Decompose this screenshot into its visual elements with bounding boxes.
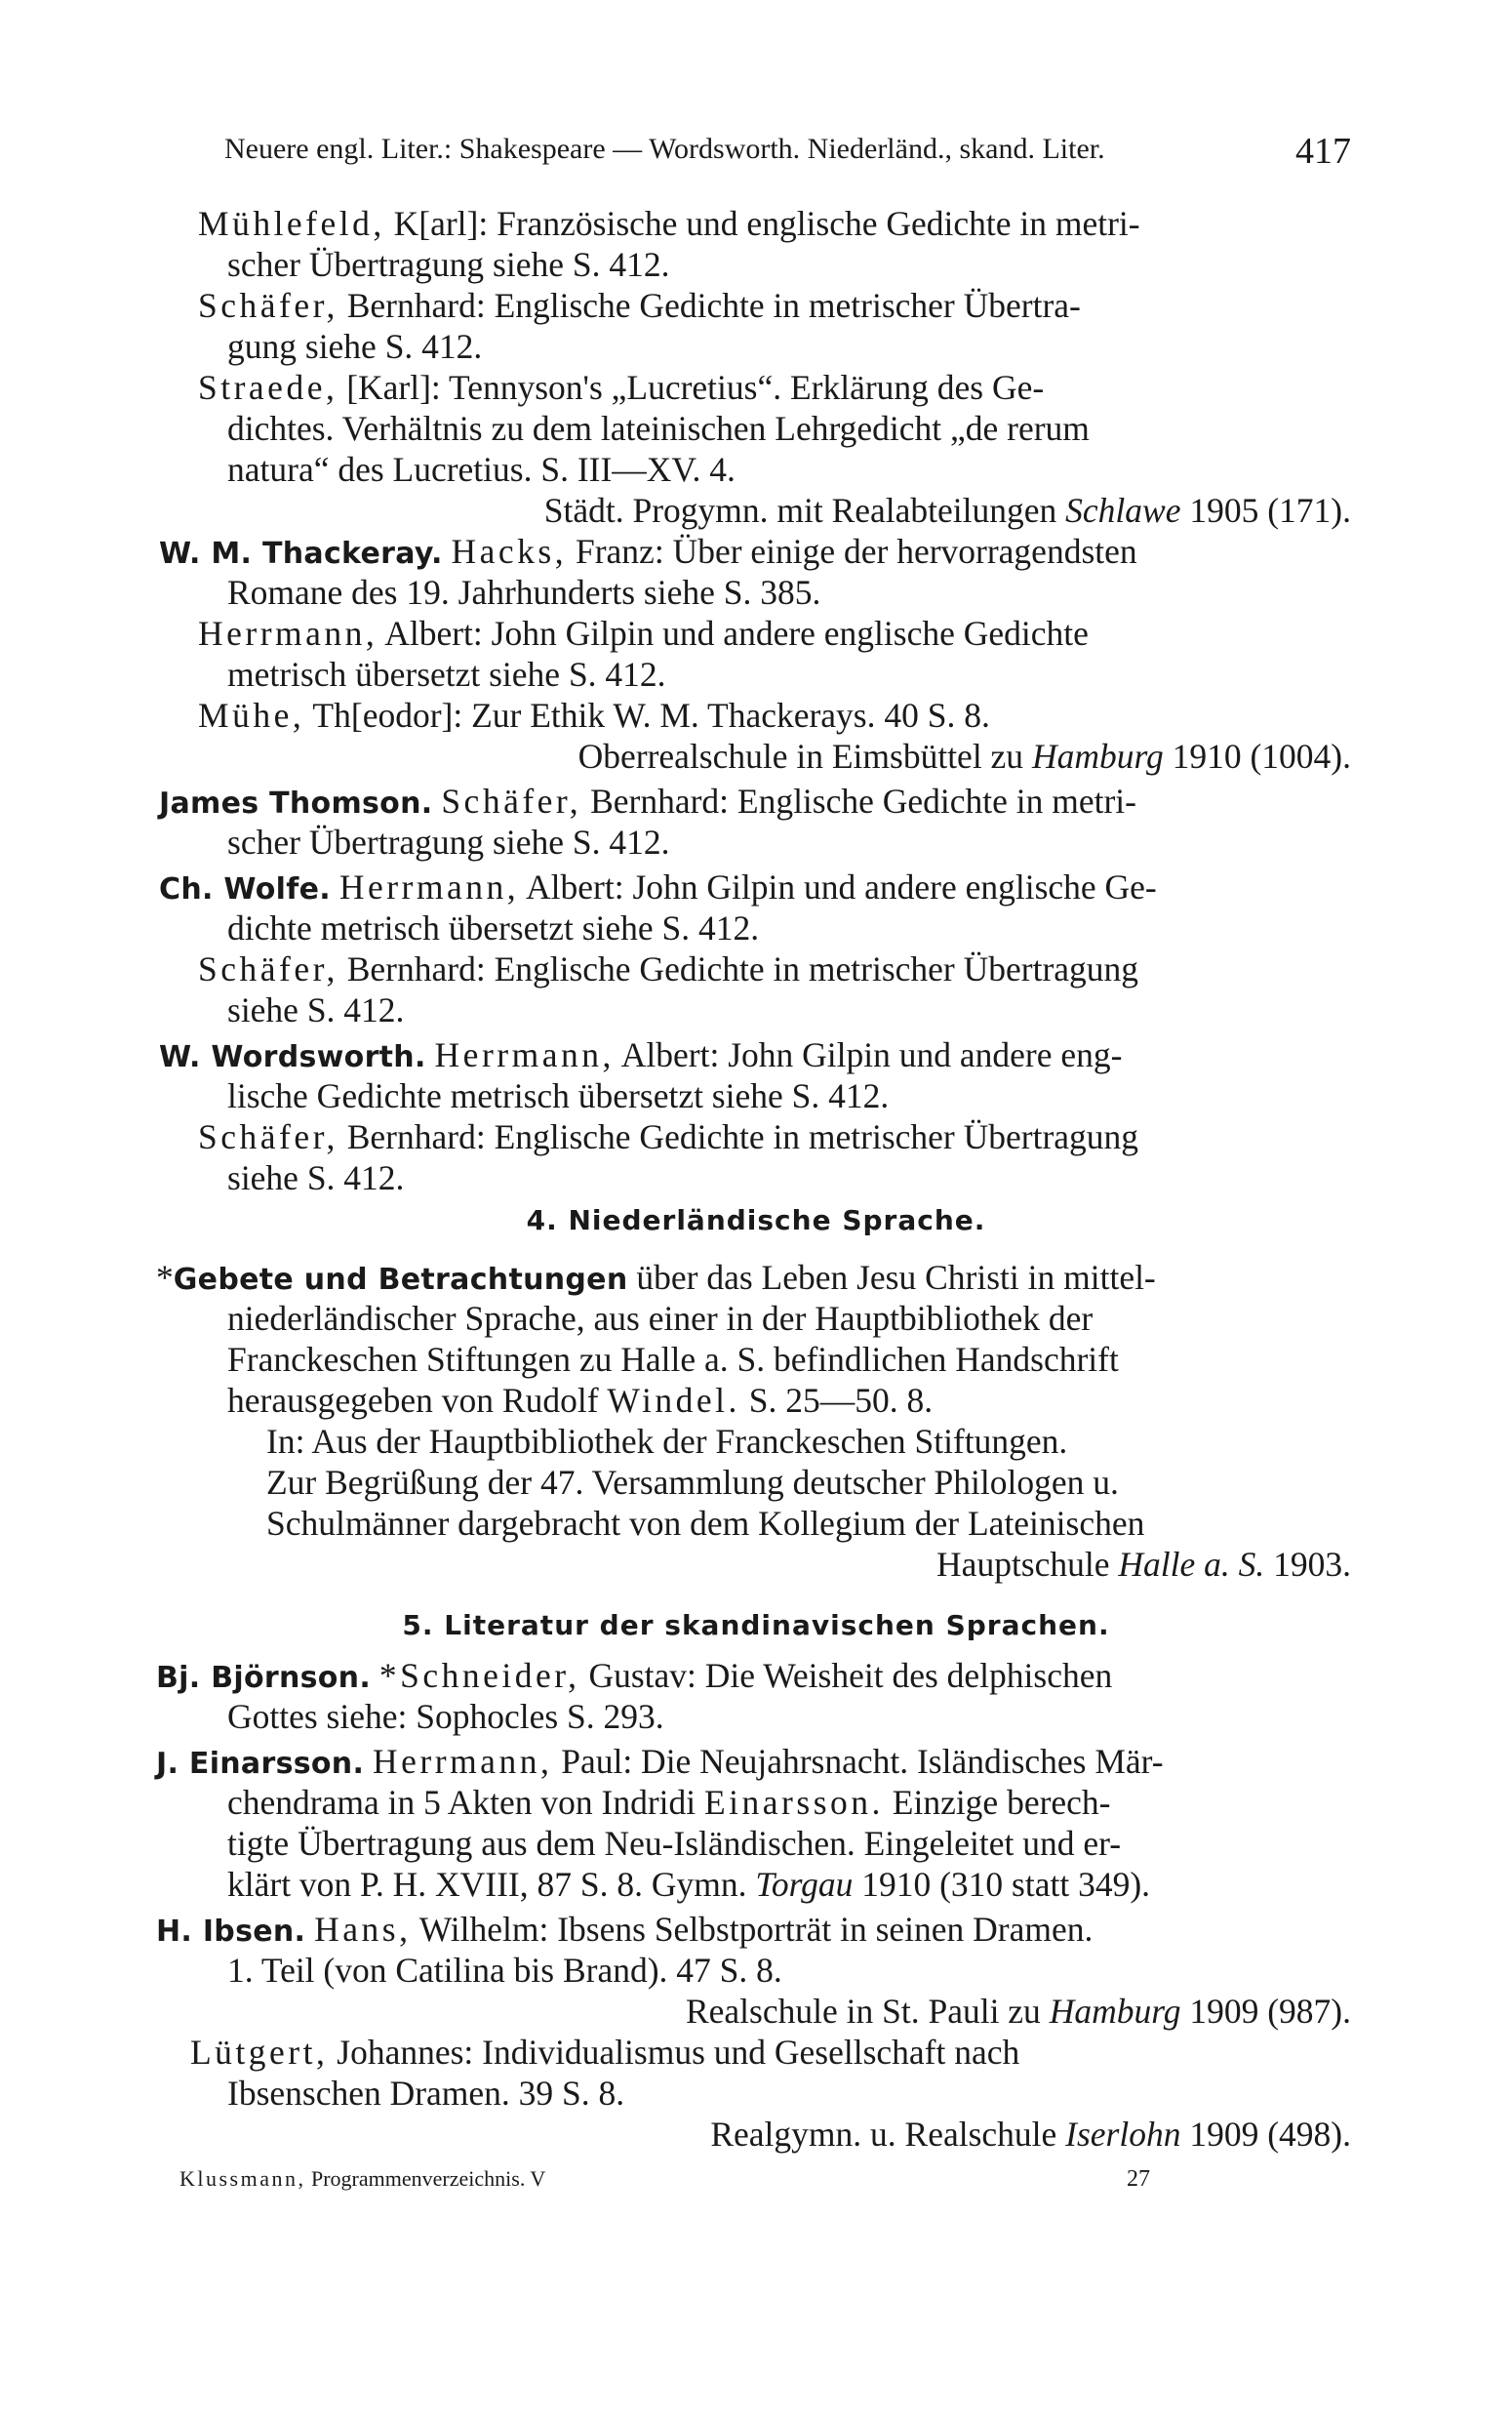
- entry-gebete: *Gebete und Betrachtungen über das Leben Jesu Christi in mittel-: [156, 1258, 1156, 1297]
- entry-line: 1. Teil (von Catilina bis Brand). 47 S. 8.: [227, 1951, 782, 1990]
- entry-line: herausgegeben von Rudolf Windel. S. 25—50. 8.: [227, 1381, 934, 1420]
- entry-line: siehe S. 412.: [227, 990, 405, 1029]
- author-name: Schäfer,: [198, 1117, 338, 1156]
- entry-einarsson: J. Einarsson. Herrmann, Paul: Die Neujahrsnacht. Isländisches Mär-: [156, 1742, 1164, 1781]
- entry-thomson: James Thomson. Schäfer, Bernhard: Englische Gedichte in metri-: [159, 782, 1136, 821]
- entry-schaefer: Schäfer, Bernhard: Englische Gedichte in metrischer Übertra-: [198, 286, 1081, 325]
- author-name: Einarsson.: [704, 1783, 884, 1822]
- author-name: Hacks,: [451, 532, 568, 571]
- entry-ibsen: H. Ibsen. Hans, Wilhelm: Ibsens Selbstporträt in seinen Dramen.: [156, 1910, 1094, 1949]
- author-name: Herrmann,: [338, 867, 520, 907]
- school-reference: Städt. Progymn. mit Realabteilungen Schlawe 1905 (171).: [543, 491, 1351, 530]
- author-name: Mühlefeld,: [198, 204, 385, 243]
- entry-line: Romane des 19. Jahrhunderts siehe S. 385.: [227, 573, 821, 612]
- entry-wordsworth: W. Wordsworth. Herrmann, Albert: John Gilpin und andere eng-: [159, 1035, 1123, 1074]
- entry-line: scher Übertragung siehe S. 412.: [227, 823, 670, 862]
- author-name: Schäfer,: [198, 286, 338, 325]
- entry-line: tigte Übertragung aus dem Neu-Isländischen. Eingeleitet und er-: [227, 1824, 1122, 1863]
- running-title: Neuere engl. Liter.: Shakespeare — Wordsworth. Niederländ., skand. Liter.: [224, 133, 1105, 165]
- school-reference: Oberrealschule in Eimsbüttel zu Hamburg 1910 (1004).: [577, 737, 1351, 776]
- entry-muehlefeld: Mühlefeld, K[arl]: Französische und englische Gedichte in metri-: [198, 204, 1140, 243]
- subject-label: J. Einarsson.: [156, 1747, 365, 1781]
- author-name: Lütgert,: [190, 2033, 329, 2072]
- footer-imprint: Klussmann, Programmenverzeichnis. V: [179, 2166, 546, 2191]
- school-reference: Realgymn. u. Realschule Iserlohn 1909 (498).: [710, 2115, 1351, 2154]
- entry-herrmann: Herrmann, Albert: John Gilpin und andere englische Gedichte: [198, 614, 1089, 653]
- subject-label: Ch. Wolfe.: [159, 872, 331, 907]
- section-heading: 5. Literatur der skandinavischen Sprachen.: [402, 1609, 1110, 1641]
- author-name: Hans,: [314, 1910, 412, 1949]
- entry-schaefer: Schäfer, Bernhard: Englische Gedichte in metrischer Übertragung: [198, 1117, 1139, 1156]
- author-name: *Schneider,: [378, 1656, 580, 1695]
- entry-line: Franckeschen Stiftungen zu Halle a. S. befindlichen Handschrift: [227, 1340, 1119, 1379]
- subject-label: H. Ibsen.: [156, 1915, 306, 1949]
- author-name: Straede,: [198, 368, 338, 407]
- entry-line: metrisch übersetzt siehe S. 412.: [227, 655, 666, 694]
- section-heading: 4. Niederländische Sprache.: [526, 1204, 986, 1236]
- entry-line: klärt von P. H. XVIII, 87 S. 8. Gymn. Torgau 1910 (310 statt 349).: [227, 1865, 1151, 1904]
- author-name: Herrmann,: [434, 1035, 615, 1074]
- subject-label: W. M. Thackeray.: [159, 537, 443, 571]
- entry-line: lische Gedichte metrisch übersetzt siehe S. 412.: [227, 1076, 890, 1115]
- entry-schaefer: Schäfer, Bernhard: Englische Gedichte in metrischer Übertragung: [198, 949, 1139, 988]
- entry-line: chendrama in 5 Akten von Indridi Einarsson. Einzige berech-: [227, 1783, 1111, 1822]
- author-name: Herrmann,: [198, 614, 378, 653]
- entry-bjoernson: Bj. Björnson. *Schneider, Gustav: Die Weisheit des delphischen: [156, 1656, 1113, 1695]
- entry-line: dichte metrisch übersetzt siehe S. 412.: [227, 908, 760, 948]
- entry-line: niederländischer Sprache, aus einer in der Hauptbibliothek der: [227, 1299, 1094, 1338]
- author-name: Herrmann,: [373, 1742, 553, 1781]
- entry-muehe: Mühe, Th[eodor]: Zur Ethik W. M. Thackerays. 40 S. 8.: [198, 696, 990, 735]
- entry-straede: Straede, [Karl]: Tennyson's „Lucretius“. Erklärung des Ge-: [198, 368, 1045, 407]
- entry-line: scher Übertragung siehe S. 412.: [227, 245, 670, 284]
- subject-label: W. Wordsworth.: [159, 1040, 426, 1074]
- entry-luetgert: Lütgert, Johannes: Individualismus und Gesellschaft nach: [190, 2033, 1020, 2072]
- entry-wolfe: Ch. Wolfe. Herrmann, Albert: John Gilpin und andere englische Ge-: [159, 867, 1157, 907]
- entry-line: siehe S. 412.: [227, 1158, 405, 1197]
- subject-label: James Thomson.: [159, 786, 433, 821]
- author-name: Windel.: [607, 1381, 740, 1420]
- entry-line: Ibsenschen Dramen. 39 S. 8.: [227, 2074, 625, 2113]
- signature-mark: 27: [1127, 2166, 1150, 2192]
- page-number: 417: [1295, 131, 1351, 172]
- entry-line: natura“ des Lucretius. S. III—XV. 4.: [227, 450, 736, 489]
- author-name: Schäfer,: [198, 949, 338, 988]
- entry-line: Gottes siehe: Sophocles S. 293.: [227, 1697, 664, 1736]
- school-reference: Realschule in St. Pauli zu Hamburg 1909 (987).: [685, 1992, 1351, 2031]
- entry-line: In: Aus der Hauptbibliothek der Franckeschen Stiftungen.: [266, 1422, 1068, 1461]
- entry-line: dichtes. Verhältnis zu dem lateinischen Lehrgedicht „de rerum: [227, 409, 1090, 448]
- author-name: Mühe,: [198, 696, 305, 735]
- school-reference: Hauptschule Halle a. S. 1903.: [936, 1545, 1351, 1584]
- entry-thackeray: W. M. Thackeray. Hacks, Franz: Über einige der hervorragendsten: [159, 532, 1137, 571]
- entry-line: gung siehe S. 412.: [227, 327, 483, 366]
- author-name: Schäfer,: [441, 782, 582, 821]
- subject-label: Bj. Björnson.: [156, 1661, 372, 1695]
- title-bold: Gebete und Betrachtungen: [173, 1263, 628, 1297]
- entry-line: Schulmänner dargebracht von dem Kollegium der Lateinischen: [266, 1504, 1145, 1543]
- entry-line: Zur Begrüßung der 47. Versammlung deutscher Philologen u.: [266, 1463, 1119, 1502]
